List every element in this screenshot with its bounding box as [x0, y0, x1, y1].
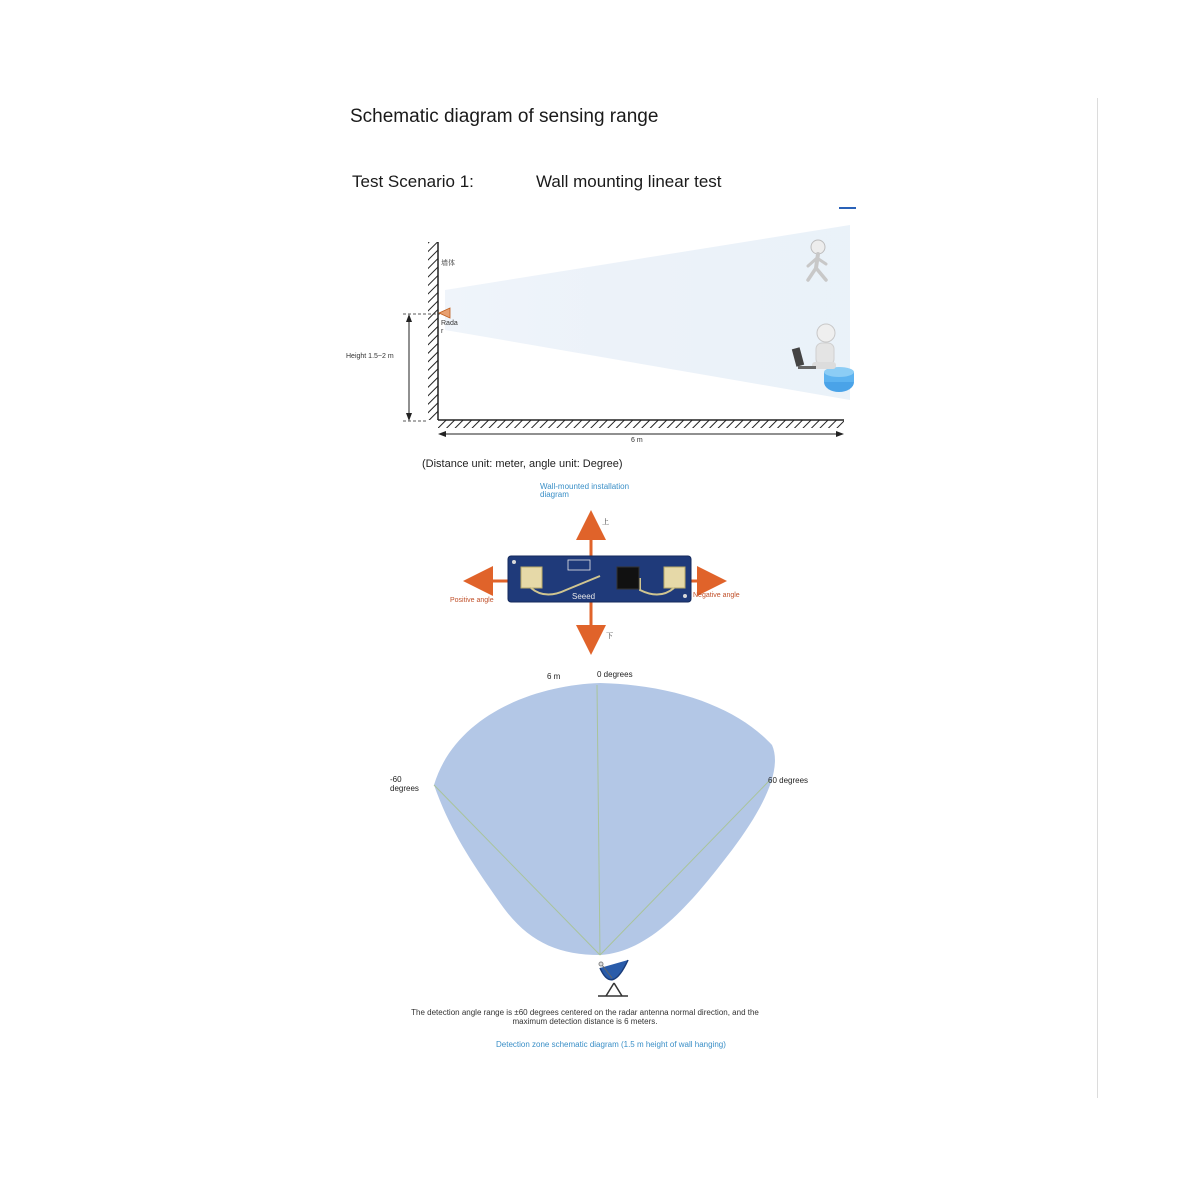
radar-label: Rada r [441, 320, 458, 335]
side-view [403, 225, 854, 434]
wall-label: 墙体 [441, 260, 455, 267]
units-note: (Distance unit: meter, angle unit: Degree) [422, 458, 623, 470]
chip [617, 567, 639, 589]
positive-angle-label: Positive angle [450, 597, 494, 604]
negative-angle-label: Negative angle [693, 592, 740, 599]
board-caption: Wall-mounted installation diagram [540, 482, 630, 500]
left-antenna [521, 567, 542, 588]
radar-dish-icon [598, 960, 628, 996]
distance-label: 6 m [631, 437, 643, 444]
range-label: 6 m [547, 672, 561, 681]
floor-hatch [438, 420, 844, 428]
height-label: Height 1.5~2 m [346, 353, 394, 360]
detection-note: The detection angle range is ±60 degrees centered on the radar antenna normal direction, and the maximum detection distance is 6 meters. [411, 1008, 759, 1026]
up-label: 上 [602, 519, 609, 526]
wall-hatch [428, 242, 438, 420]
radar-icon [439, 308, 450, 318]
pos-sixty-label: 60 degrees [768, 776, 809, 785]
zero-degrees-label: 0 degrees [597, 670, 633, 679]
detection-caption: Detection zone schematic diagram (1.5 m height of wall hanging) [496, 1040, 726, 1049]
page-title: Schematic diagram of sensing range [350, 106, 659, 127]
down-label: 下 [606, 633, 613, 640]
scenario-name: Wall mounting linear test [536, 172, 722, 191]
radar-beam [445, 225, 850, 400]
scenario-label: Test Scenario 1: [352, 172, 474, 191]
zone-fill [434, 683, 775, 955]
board-text: Seeed [572, 592, 596, 601]
right-antenna [664, 567, 685, 588]
detection-zone [434, 683, 775, 996]
board-diagram [478, 525, 712, 640]
neg-sixty-label: -60 degrees [390, 775, 419, 794]
